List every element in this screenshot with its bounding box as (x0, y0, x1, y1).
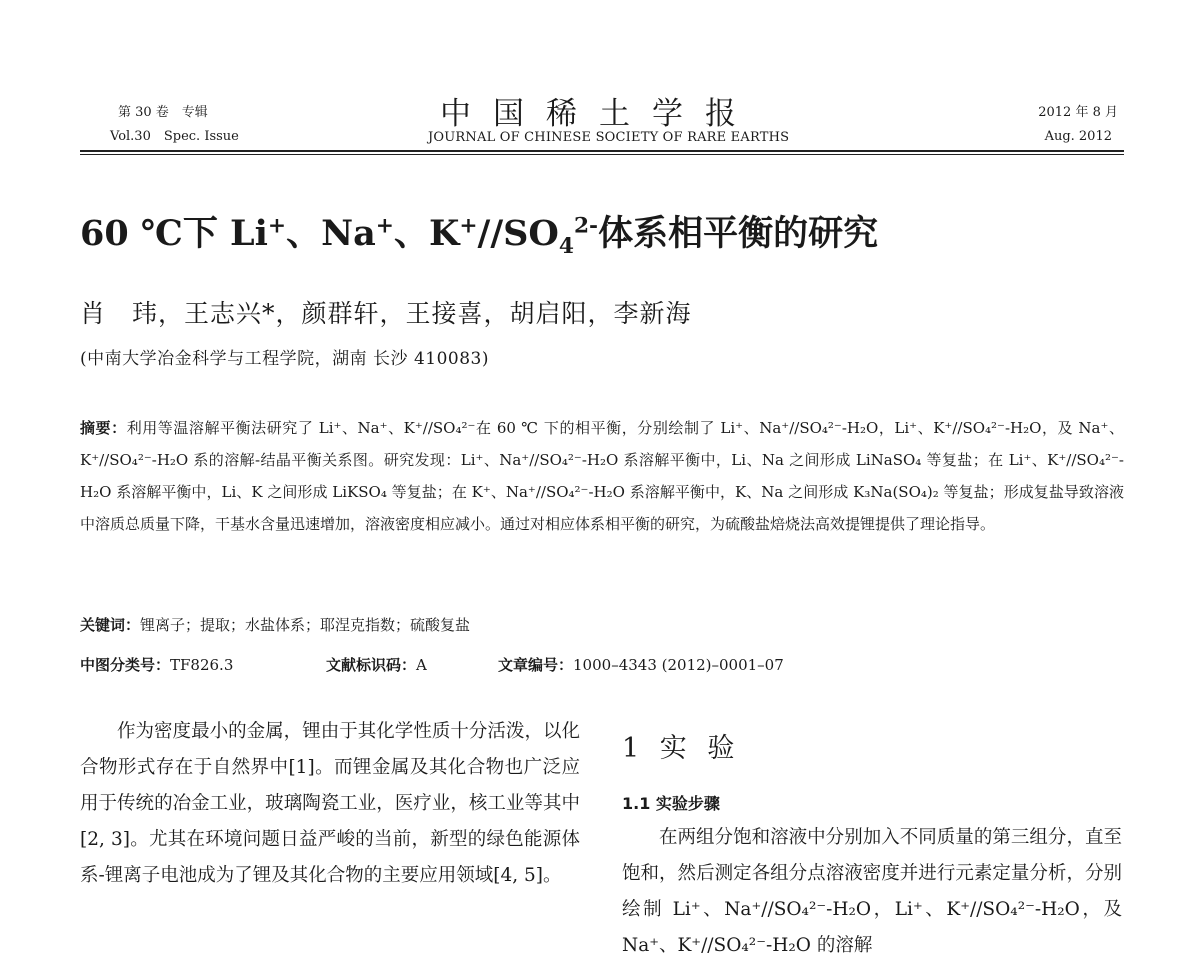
volume-cn: 第 30 卷 专辑 (118, 105, 208, 120)
author-list: 肖 玮，王志兴*，颜群轩，王接喜，胡启阳，李新海 (80, 299, 692, 328)
header-rule-thin (80, 154, 1124, 155)
document-code: 文献标识码：A (326, 656, 427, 674)
volume-en: Vol.30 Spec. Issue (110, 129, 239, 144)
abstract-label: 摘要： (80, 419, 127, 437)
subsection-heading: 1.1 实验步骤 (622, 794, 720, 813)
journal-title-cn: 中国稀土学报 (440, 96, 758, 132)
date-en: Aug. 2012 (1044, 129, 1112, 144)
affiliation: (中南大学冶金科学与工程学院，湖南 长沙 410083) (80, 349, 489, 369)
abstract-text: 利用等温溶解平衡法研究了 Li⁺、Na⁺、K⁺//SO₄²⁻在 60 ℃ 下的相平衡，分别绘制了 Li⁺、Na⁺//SO₄²⁻-H₂O，Li⁺、K⁺//SO₄²⁻-H₂O，及 Na⁺、K⁺//SO₄²⁻-H₂O 系的溶解-结晶平衡关系图。研究发现：Li⁺、Na⁺//SO₄²⁻-H₂O 系溶解平衡中，Li、Na 之间形成 LiNaSO₄ 等复盐；在 Li⁺、K⁺//SO₄²⁻-H₂O 系溶解平衡中，Li、K 之间形成 LiKSO₄ 等复盐；在 K⁺、Na⁺//SO₄²⁻-H₂O 系溶解平衡中，K、Na 之间形成 K₃Na(SO₄)₂ 等复盐；形成复盐导致溶液中溶质总质量下降，干基水含量迅速增加，溶液密度相应减小。通过对相应体系相平衡的研究，为硫酸盐焙烧法高效提锂提供了理论指导。 (80, 419, 1124, 533)
keywords: 关键词：锂离子；提取；水盐体系；耶涅克指数；硫酸复盐 (80, 616, 471, 634)
date-cn: 2012 年 8 月 (1038, 105, 1118, 120)
article-number: 文章编号：1000–4343 (2012)–0001–07 (498, 656, 784, 674)
clc-number: 中图分类号：TF826.3 (80, 656, 234, 674)
header-rule-thick (80, 150, 1124, 152)
experiment-paragraph: 在两组分饱和溶液中分别加入不同质量的第三组分，直至饱和，然后测定各组分点溶液密度并进行元素定量分析，分别绘制 Li⁺、Na⁺//SO₄²⁻-H₂O，Li⁺、K⁺//SO₄²⁻-H₂O，及 Na⁺、K⁺//SO₄²⁻-H₂O 的溶解 (622, 827, 1122, 956)
journal-title-en: JOURNAL OF CHINESE SOCIETY OF RARE EARTHS (428, 130, 790, 145)
intro-paragraph: 作为密度最小的金属，锂由于其化学性质十分活泼，以化合物形式存在于自然界中[1]。而锂金属及其化合物也广泛应用于传统的冶金工业，玻璃陶瓷工业，医疗业，核工业等其中[2, 3]。尤其在环境问题日益严峻的当前，新型的绿色能源体系-锂离子电池成为了锂及其化合物的主要应用领域[4, 5]。 (80, 721, 580, 886)
abstract (80, 412, 1124, 540)
section-heading: 1 实 验 (622, 733, 741, 764)
article-title: 60 ℃下 Li+、Na+、$K^+//SO_4^{2-}$体系相平衡的研究 (80, 213, 879, 259)
